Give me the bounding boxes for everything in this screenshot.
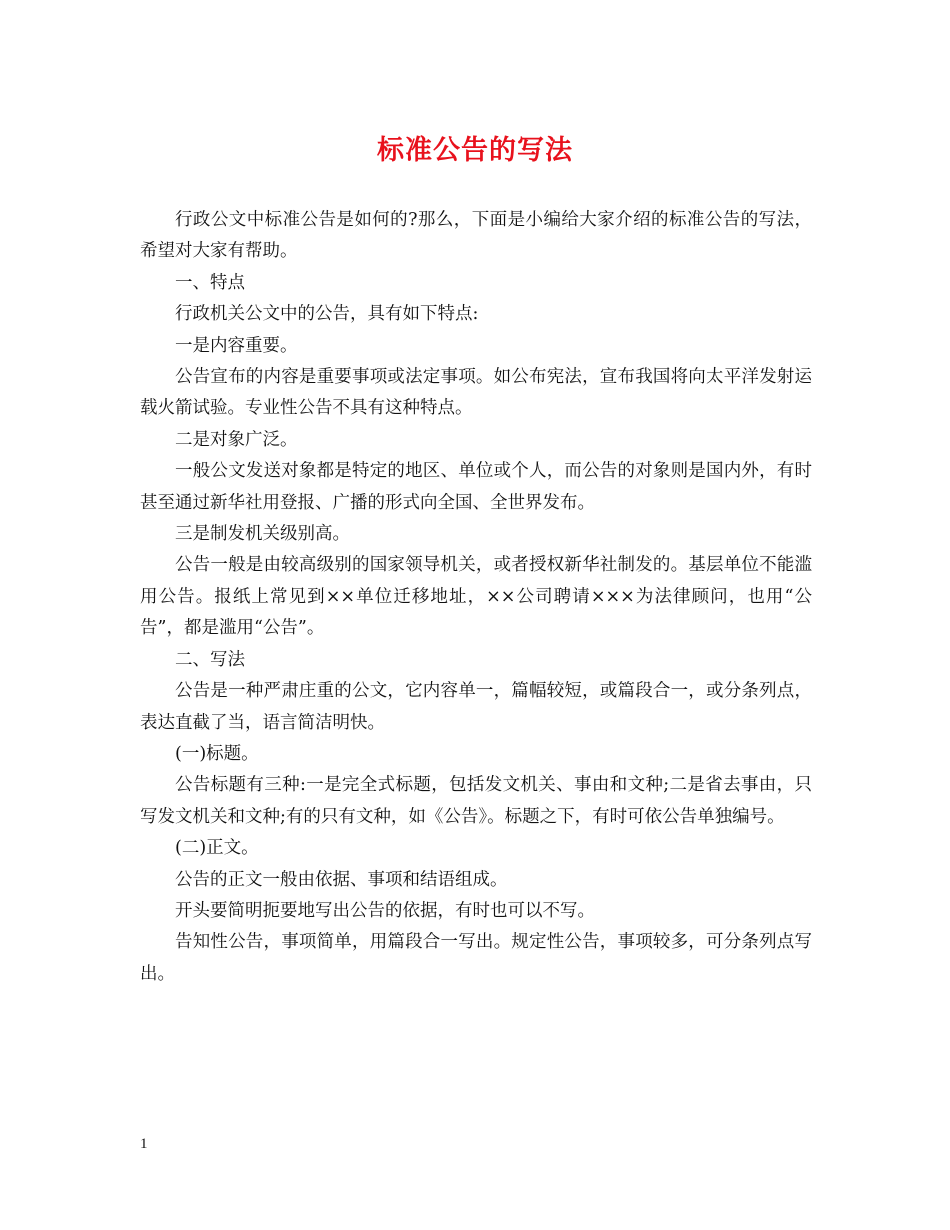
paragraph: 行政机关公文中的公告，具有如下特点: (175, 304, 479, 325)
subheading: (一)标题。 (175, 743, 259, 764)
paragraph: 公告宣布的内容是重要事项或法定事项。如公布宪法，宣布我国将向太平洋发射运载火箭试验。专业性公告不具有这种特点。 (140, 367, 812, 419)
document-title: 标准公告的写法 (377, 135, 573, 166)
subheading: 一是内容重要。 (175, 335, 298, 356)
subheading: 三是制发机关级别高。 (175, 524, 350, 545)
paragraph: 公告是一种严肃庄重的公文，它内容单一，篇幅较短，或篇段合一，或分条列点，表达直截了当，语言简洁明快。 (140, 681, 812, 733)
subheading: 二是对象广泛。 (175, 429, 298, 450)
section-heading: 一、特点 (175, 272, 245, 293)
page-number: 1 (140, 1136, 148, 1152)
paragraph: 开头要简明扼要地写出公告的依据，有时也可以不写。 (175, 900, 595, 921)
paragraph: 公告一般是由较高级别的国家领导机关，或者授权新华社制发的。基层单位不能滥用公告。报纸上常见到××单位迁移地址，××公司聘请×××为法律顾问，也用“公告”，都是滥用“公告”。 (140, 555, 812, 639)
paragraph: 公告标题有三种:一是完全式标题，包括发文机关、事由和文种;二是省去事由，只写发文机关和文种;有的只有文种，如《公告》。标题之下，有时可依公告单独编号。 (140, 775, 812, 827)
paragraph: 公告的正文一般由依据、事项和结语组成。 (175, 869, 508, 890)
paragraph: 一般公文发送对象都是特定的地区、单位或个人，而公告的对象则是国内外，有时甚至通过新华社用登报、广播的形式向全国、全世界发布。 (140, 461, 812, 513)
subheading: (二)正文。 (175, 838, 259, 859)
paragraph: 行政公文中标准公告是如何的?那么，下面是小编给大家介绍的标准公告的写法，希望对大家有帮助。 (140, 210, 812, 262)
document-body (140, 205, 812, 990)
paragraph: 告知性公告，事项简单，用篇段合一写出。规定性公告，事项较多，可分条列点写出。 (140, 932, 812, 984)
section-heading: 二、写法 (175, 649, 245, 670)
